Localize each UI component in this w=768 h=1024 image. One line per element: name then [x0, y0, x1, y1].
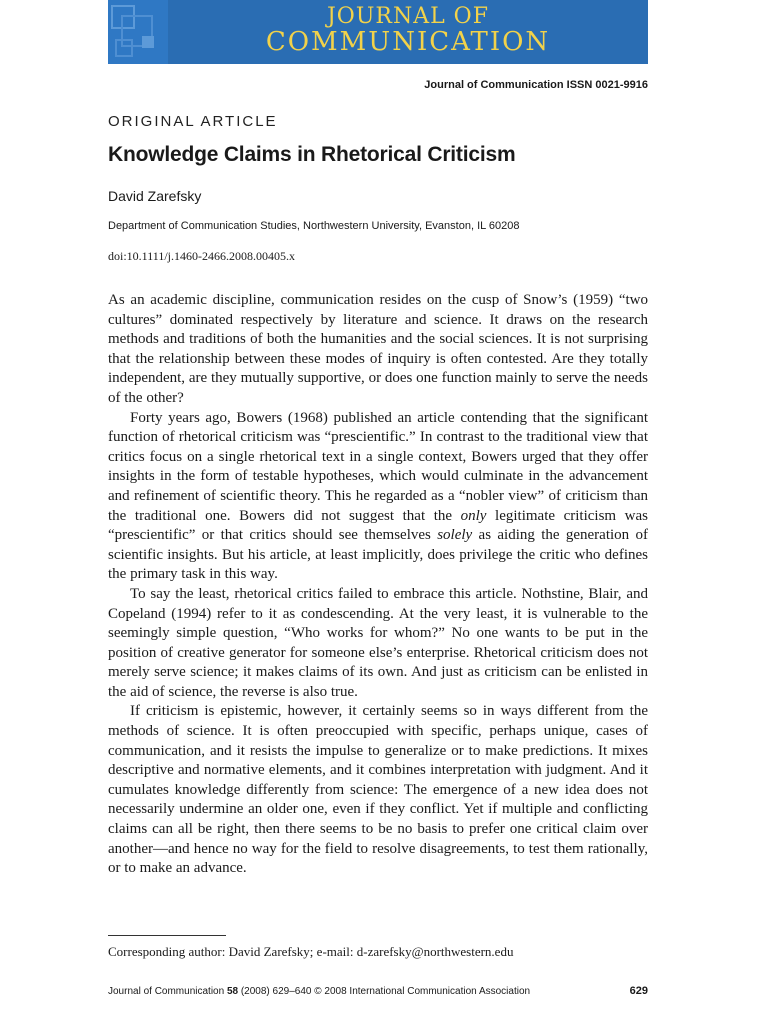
page-number: 629 [629, 985, 648, 997]
journal-logo [168, 0, 648, 56]
paragraph-2-part-c: as aiding the generation of scientific insights. But his article, at least implicitly, does privilege the critic who defines the primary task in this way. [108, 527, 648, 583]
page-footer [108, 986, 530, 997]
journal-banner [108, 0, 648, 64]
corresponding-author-footnote: Corresponding author: David Zarefsky; e-mail: d-zarefsky@northwestern.edu [108, 944, 514, 959]
journal-issn: Journal of Communication ISSN 0021-9916 [424, 79, 648, 91]
paragraph-1: As an academic discipline, communication resides on the cusp of Snow’s (1959) “two cultures” dominated respectively by literature and science. It draws on the research methods and traditions of both the humanities and the social sciences. It is not surprising that the relationship between these modes of inquiry is often contested. Are they totally independent, are they mutually supportive, or does one function mainly to serve the needs of the other? [108, 292, 648, 406]
emphasis-only: only [460, 507, 487, 524]
article-doi: doi:10.1111/j.1460-2466.2008.00405.x [108, 249, 295, 263]
paragraph-2-part-a: Forty years ago, Bowers (1968) published an article contending that the significant function of rhetorical criticism was “prescientific.” In contrast to the traditional view that critics focus on a single rhetorical text in a single context, Bowers urged that they offer insights in the form of testable hypotheses, which would culminate in the advancement and refinement of scientific theory. This he regarded as a “nobler view” of criticism than the traditional one. Bowers did not suggest that the [108, 409, 648, 524]
banner-pattern-icon [108, 0, 168, 64]
footer-journal: Journal of Communication [108, 986, 227, 997]
footnote-divider [108, 935, 226, 936]
paragraph-3: To say the least, rhetorical critics failed to embrace this article. Nothstine, Blair, and Copeland (1994) refer to it as condescending. At the very least, it is vulnerable to the seemingly simple question, “Who works for whom?” No one wants to be put in the position of creative generator for someone else’s enterprise. Rhetorical criticism does not merely serve science; it makes claims of its own. And just as criticism can be enlisted in the aid of science, the reverse is also true. [108, 585, 648, 700]
paragraph-2-part-b: legitimate criticism was “prescientific” or that critics should see themselves [108, 507, 648, 544]
article-body [108, 291, 648, 879]
author-affiliation: Department of Communication Studies, Northwestern University, Evanston, IL 60208 [108, 220, 520, 232]
footer-citation: (2008) 629–640 © 2008 International Communication Association [238, 986, 531, 997]
emphasis-solely: solely [437, 527, 473, 544]
paragraph-2 [108, 409, 648, 585]
article-title: Knowledge Claims in Rhetorical Criticism [108, 143, 516, 166]
article-author: David Zarefsky [108, 188, 202, 204]
journal-title-line2: COMMUNICATION [265, 27, 551, 57]
journal-title-line1: JOURNAL OF [326, 4, 489, 29]
paragraph-4: If criticism is epistemic, however, it certainly seems so in ways different from the methods of science. It is often preoccupied with specific, perhaps unique, cases of communication, and it resists the impulse to generalize or to make predictions. It mixes descriptive and normative elements, and it combines interpretation with judgment. And it cumulates knowledge differently from science: The emergence of a new idea does not necessarily undermine an older one, even if they conflict. Yet if multiple and conflicting claims can all be right, then there seems to be no basis to prefer one critical claim over another—and hence no way for the field to resolve disagreements, to test them rationally, or to make an advance. [108, 703, 648, 877]
article-type: ORIGINAL ARTICLE [108, 113, 278, 130]
footer-volume: 58 [226, 986, 239, 997]
